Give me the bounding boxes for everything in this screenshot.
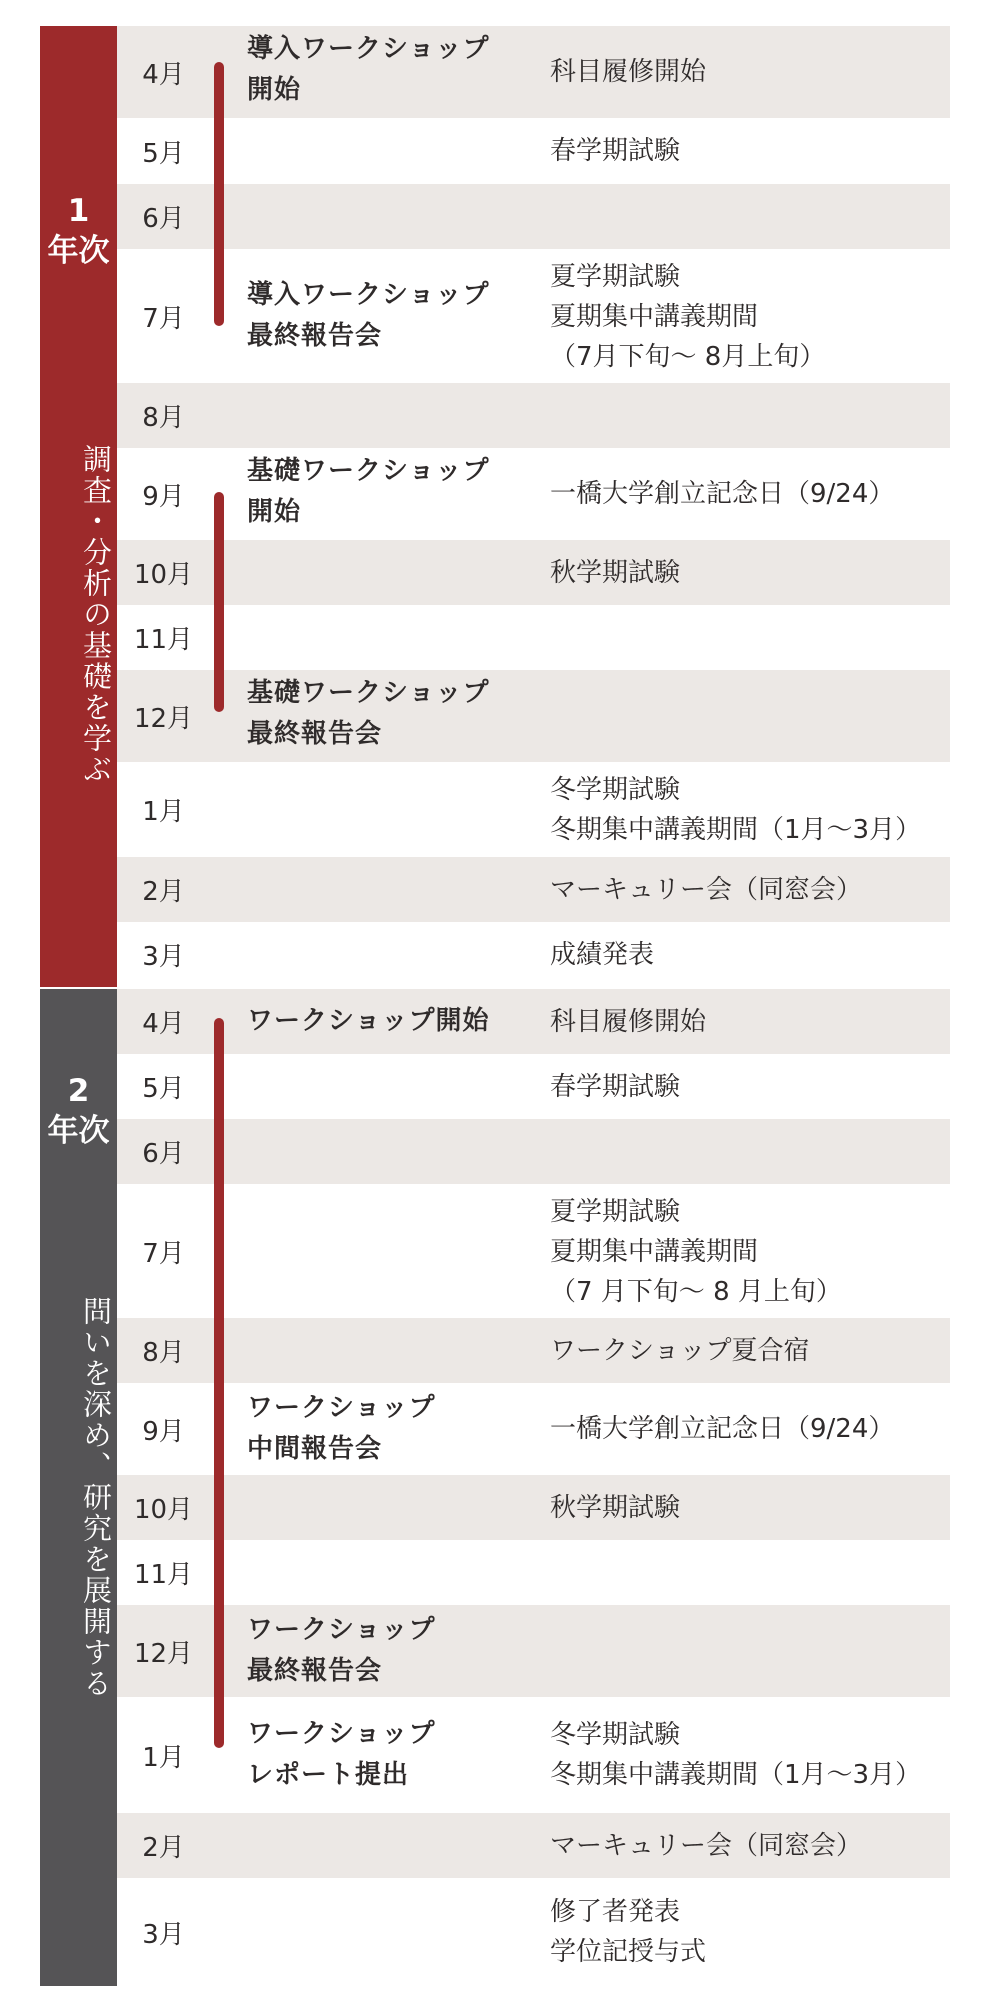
month-label: 2月 xyxy=(142,877,185,907)
month-label: 2月 xyxy=(142,1833,185,1863)
workshop-milestone xyxy=(247,762,547,857)
schedule-row xyxy=(117,1475,950,1540)
workshop-milestone xyxy=(247,1054,547,1119)
academic-event xyxy=(550,922,950,987)
academic-event-line: （7 月下旬～ 8 月上旬） xyxy=(550,1277,842,1307)
schedule-row xyxy=(117,762,950,857)
schedule-row xyxy=(117,1878,950,1986)
academic-event xyxy=(550,1605,950,1697)
month-label: 11月 xyxy=(133,625,194,655)
workshop-milestone-line: 最終報告会 xyxy=(247,1656,383,1686)
schedule-row xyxy=(117,249,950,383)
academic-event-line: 冬期集中講義期間（1月～3月） xyxy=(550,1760,922,1790)
academic-event xyxy=(550,989,950,1054)
month-label: 4月 xyxy=(142,59,185,90)
schedule-row xyxy=(117,184,950,249)
academic-event xyxy=(550,118,950,184)
workshop-milestone xyxy=(247,1605,547,1697)
academic-event xyxy=(550,383,950,448)
workshop-milestone-line: ワークショップ xyxy=(247,1393,436,1423)
month-label: 7月 xyxy=(142,303,185,334)
schedule-row xyxy=(117,1540,950,1605)
workshop-milestone xyxy=(247,184,547,249)
academic-event xyxy=(550,1475,950,1540)
workshop-milestone xyxy=(247,857,547,922)
academic-event-line: 冬学期試験 xyxy=(550,1720,681,1750)
academic-event xyxy=(550,26,950,118)
academic-event xyxy=(550,670,950,762)
workshop-milestone xyxy=(247,118,547,184)
workshop-milestone xyxy=(247,605,547,670)
academic-event xyxy=(550,249,950,383)
academic-event-line: 春学期試験 xyxy=(550,136,681,166)
schedule-row xyxy=(117,605,950,670)
month-label: 12月 xyxy=(133,703,194,734)
workshop-milestone xyxy=(247,1184,547,1318)
month-label: 5月 xyxy=(142,138,185,169)
academic-event xyxy=(550,1184,950,1318)
academic-event-line: 成績発表 xyxy=(550,939,655,970)
academic-event-line: 科目履修開始 xyxy=(550,57,707,87)
workshop-period-bar-intro xyxy=(214,62,224,326)
year-2-band xyxy=(40,989,117,1986)
workshop-milestone-line: 基礎ワークショップ xyxy=(247,456,490,486)
academic-event xyxy=(550,540,950,605)
academic-event xyxy=(550,448,950,540)
academic-event-line: 夏学期試験 xyxy=(550,1197,681,1227)
schedule-row xyxy=(117,118,950,184)
month-label: 3月 xyxy=(142,1919,185,1950)
schedule-row xyxy=(117,448,950,540)
workshop-milestone xyxy=(247,448,547,540)
workshop-milestone xyxy=(247,1697,547,1813)
workshop-milestone xyxy=(247,1813,547,1878)
workshop-milestone xyxy=(247,26,547,118)
academic-event-line: 修了者発表 xyxy=(550,1897,681,1927)
month-label: 10月 xyxy=(133,560,194,590)
academic-event-line: 一橋大学創立記念日（9/24） xyxy=(550,1414,895,1444)
month-label: 9月 xyxy=(142,1416,185,1447)
workshop-milestone-line: 開始 xyxy=(247,75,302,105)
workshop-milestone-line: 中間報告会 xyxy=(247,1434,383,1464)
academic-event-line: 秋学期試験 xyxy=(550,557,681,588)
academic-event-line: 科目履修開始 xyxy=(550,1006,707,1037)
schedule-row xyxy=(117,1697,950,1813)
academic-event-line: 学位記授与式 xyxy=(550,1937,707,1967)
workshop-milestone-line: 開始 xyxy=(247,497,302,527)
workshop-milestone-line: ワークショップ開始 xyxy=(247,1006,490,1036)
schedule-row xyxy=(117,1119,950,1184)
academic-event-line: ワークショップ夏合宿 xyxy=(550,1335,810,1366)
academic-event-line: 春学期試験 xyxy=(550,1071,681,1102)
schedule-row xyxy=(117,540,950,605)
academic-event-line: （7月下旬～ 8月上旬） xyxy=(550,342,826,372)
academic-event xyxy=(550,1318,950,1383)
academic-event xyxy=(550,605,950,670)
month-label: 8月 xyxy=(142,1338,185,1368)
month-label: 6月 xyxy=(142,204,185,234)
workshop-milestone xyxy=(247,922,547,987)
academic-event-line: 秋学期試験 xyxy=(550,1492,681,1523)
schedule-row xyxy=(117,383,950,448)
schedule-row xyxy=(117,1054,950,1119)
year-2-title: 2 年次 xyxy=(47,1073,110,1149)
workshop-milestone xyxy=(247,1318,547,1383)
workshop-milestone-line: ワークショップ xyxy=(247,1719,436,1749)
schedule-row xyxy=(117,670,950,762)
month-label: 12月 xyxy=(133,1638,194,1669)
academic-event-line: 冬学期試験 xyxy=(550,774,681,805)
month-label: 6月 xyxy=(142,1139,185,1169)
academic-event xyxy=(550,184,950,249)
academic-event xyxy=(550,1383,950,1475)
schedule-row xyxy=(117,1184,950,1318)
month-label: 8月 xyxy=(142,403,185,433)
workshop-milestone xyxy=(247,1475,547,1540)
workshop-milestone-line: ワークショップ xyxy=(247,1615,436,1645)
workshop-milestone xyxy=(247,540,547,605)
schedule-row xyxy=(117,1383,950,1475)
month-label: 3月 xyxy=(142,942,185,972)
academic-event xyxy=(550,1119,950,1184)
workshop-milestone xyxy=(247,383,547,448)
month-label: 7月 xyxy=(142,1238,185,1269)
workshop-milestone-line: 基礎ワークショップ xyxy=(247,678,490,708)
workshop-milestone-line: 最終報告会 xyxy=(247,321,383,351)
workshop-milestone xyxy=(247,1383,547,1475)
academic-event-line: 一橋大学創立記念日（9/24） xyxy=(550,479,895,509)
workshop-milestone xyxy=(247,1540,547,1605)
workshop-milestone-line: 最終報告会 xyxy=(247,719,383,749)
academic-event-line: 夏期集中講義期間 xyxy=(550,302,759,332)
academic-event xyxy=(550,1878,950,1986)
schedule-row xyxy=(117,26,950,118)
workshop-period-bar-basic xyxy=(214,492,224,712)
year-1-subtitle: 調査・分析の基礎を学ぶ xyxy=(79,443,113,785)
workshop-milestone-line: 導入ワークショップ xyxy=(247,34,490,64)
academic-event xyxy=(550,1697,950,1813)
academic-event-line: 夏学期試験 xyxy=(550,262,681,292)
month-label: 5月 xyxy=(142,1074,185,1104)
academic-event xyxy=(550,1813,950,1878)
workshop-milestone xyxy=(247,249,547,383)
academic-event xyxy=(550,1540,950,1605)
schedule-row xyxy=(117,989,950,1054)
workshop-milestone xyxy=(247,989,547,1054)
workshop-milestone xyxy=(247,1119,547,1184)
month-label: 9月 xyxy=(142,481,185,512)
workshop-period-bar-year2 xyxy=(214,1018,224,1748)
month-label: 1月 xyxy=(142,1742,185,1773)
month-label: 11月 xyxy=(133,1560,194,1590)
schedule-row xyxy=(117,1605,950,1697)
year-2-subtitle: 問いを深め、研究を展開する xyxy=(79,1295,113,1699)
month-label: 1月 xyxy=(142,797,185,827)
academic-event-line: マーキュリー会（同窓会） xyxy=(550,874,863,905)
workshop-milestone xyxy=(247,1878,547,1986)
workshop-milestone-line: 導入ワークショップ xyxy=(247,280,490,310)
schedule-row xyxy=(117,922,950,987)
schedule-row xyxy=(117,1318,950,1383)
schedule-row xyxy=(117,1813,950,1878)
year-1-band xyxy=(40,26,117,987)
workshop-milestone xyxy=(247,670,547,762)
academic-event-line: 夏期集中講義期間 xyxy=(550,1237,759,1267)
academic-event xyxy=(550,762,950,857)
year-1-title: 1 年次 xyxy=(47,193,110,269)
academic-event-line: マーキュリー会（同窓会） xyxy=(550,1830,863,1861)
schedule-row xyxy=(117,857,950,922)
academic-event-line: 冬期集中講義期間（1月～3月） xyxy=(550,814,922,845)
workshop-milestone-line: レポート提出 xyxy=(247,1760,410,1790)
academic-event xyxy=(550,857,950,922)
month-label: 10月 xyxy=(133,1495,194,1525)
month-label: 4月 xyxy=(142,1009,185,1039)
academic-event xyxy=(550,1054,950,1119)
